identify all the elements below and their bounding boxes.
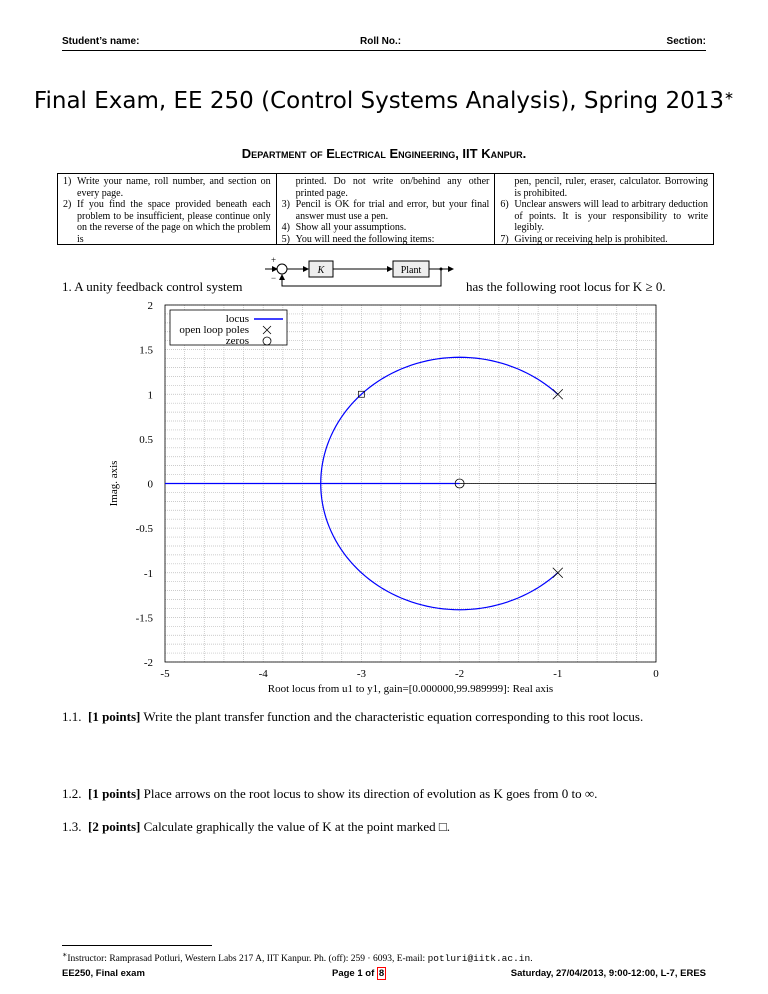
instruction-number: 2): [63, 199, 72, 210]
instruction-item: [282, 222, 490, 234]
question-1-3: [62, 819, 450, 835]
instruction-text: Pencil is OK for trial and error, but your final answer must use a pen.: [295, 199, 490, 222]
instruction-number: [282, 176, 296, 199]
footer-page: [332, 968, 386, 979]
x-tick-label: 0: [653, 668, 659, 680]
legend-label: locus: [225, 313, 249, 325]
q-text: Place arrows on the root locus to show its direction of evolution as K goes from 0 to ∞.: [143, 786, 598, 801]
instructions-box: [57, 173, 714, 245]
x-tick-label: -3: [356, 668, 366, 680]
instruction-number: [500, 176, 514, 199]
footnote-end: .: [530, 954, 533, 965]
legend-label: open loop poles: [179, 324, 249, 336]
footnote-rule: [62, 945, 212, 946]
instruction-number: 7): [500, 233, 509, 245]
minus-sign: −: [271, 273, 277, 283]
page-title: [0, 88, 768, 114]
y-tick-label: 0.5: [139, 433, 153, 446]
instruction-text: Giving or receiving help is prohibited.: [514, 233, 668, 245]
footer-right: Saturday, 27/04/2013, 9:00-12:00, L-7, ERES: [510, 968, 706, 979]
q-num: 1.3.: [62, 819, 82, 834]
question-1-suffix: has the following root locus for K ≥ 0.: [466, 279, 666, 294]
page-total-link[interactable]: 8: [378, 968, 385, 979]
footnote: [62, 950, 533, 964]
q-text: Calculate graphically the value of K at the point marked □.: [143, 819, 451, 834]
y-tick-label: -2: [143, 657, 153, 669]
plant-label: Plant: [400, 265, 422, 276]
q-num: 1.2.: [62, 786, 82, 801]
summing-junction: [277, 264, 287, 274]
instruction-text: If you find the space provided beneath each problem to be insufficient, please continue only on the reverse of the page on which the problem is: [77, 199, 271, 245]
q-points: [1 points]: [88, 786, 141, 801]
y-tick-label: 1.5: [139, 344, 153, 357]
roll-no-label: Roll No.:: [360, 36, 402, 47]
instructions-col-2: [276, 174, 495, 244]
x-tick-label: -4: [258, 668, 268, 680]
title-footnote-mark: ∗: [724, 88, 735, 103]
instruction-text: You will need the following items:: [295, 233, 435, 245]
footnote-text: Instructor: Ramprasad Potluri, Western Labs 217 A, IIT Kanpur. Ph. (off): 259 · 6093, E-mail:: [67, 954, 428, 965]
root-locus-chart: [100, 295, 700, 700]
y-tick-label: 2: [147, 300, 153, 312]
y-tick-label: -0.5: [135, 523, 153, 536]
instruction-number: 4): [281, 222, 291, 233]
footer-left: EE250, Final exam: [62, 968, 145, 979]
x-axis-label: Root locus from u1 to y1, gain=[0.000000,99.989999]: Real axis: [267, 683, 554, 695]
q-points: [1 points]: [88, 709, 141, 724]
instructions-col-3: [494, 174, 713, 244]
q-points: [2 points]: [88, 819, 141, 834]
instruction-text: Write your name, roll number, and section on every page.: [77, 176, 271, 199]
legend-label: zeros: [225, 335, 249, 347]
x-tick-label: -2: [455, 668, 465, 680]
y-tick-label: -1.5: [135, 612, 153, 625]
y-tick-label: 0: [147, 478, 153, 491]
footnote-mark: ∗: [62, 950, 68, 959]
instruction-text: pen, pencil, ruler, eraser, calculator. Borrowing is prohibited.: [514, 176, 709, 199]
gain-label: K: [317, 265, 325, 276]
instruction-number: 3): [281, 199, 291, 210]
q-text: Write the plant transfer function and the characteristic equation corresponding to this root locus.: [143, 709, 644, 724]
instruction-item: [63, 176, 271, 199]
plus-sign: +: [271, 255, 277, 265]
header-rule: [62, 50, 706, 51]
student-name-label: Student’s name:: [62, 36, 140, 47]
instruction-item: [500, 199, 708, 234]
y-tick-label: -1: [143, 567, 153, 580]
instruction-item: [282, 199, 490, 222]
y-axis-label: Imag. axis: [108, 460, 120, 507]
instruction-number: 6): [500, 199, 509, 210]
instruction-item: [500, 176, 708, 199]
page-prefix: Page 1 of: [332, 968, 377, 979]
question-1-prefix: 1. A unity feedback control system: [62, 279, 243, 294]
x-tick-label: -5: [160, 668, 170, 680]
instruction-text: Unclear answers will lead to arbitrary deduction of points. It is your responsibility to write legibly.: [514, 199, 709, 233]
instructions-col-1: [58, 174, 276, 244]
q-num: 1.1.: [62, 709, 82, 724]
block-diagram: [265, 255, 465, 297]
section-label: Section:: [666, 36, 706, 47]
question-1-2: [62, 786, 597, 802]
x-tick-label: -1: [553, 668, 563, 680]
title-text: Final Exam, EE 250 (Control Systems Analysis), Spring 2013: [33, 88, 725, 114]
department: Department of Electrical Engineering, IIT Kanpur.: [241, 146, 527, 161]
instruction-text: Show all your assumptions.: [295, 222, 407, 233]
instruction-item: [63, 199, 271, 245]
instruction-number: 5): [281, 233, 291, 245]
instruction-item: [282, 234, 490, 246]
instruction-number: 1): [63, 176, 72, 187]
instructor-email[interactable]: potluri@iitk.ac.in: [427, 953, 531, 965]
instruction-item: [282, 176, 490, 199]
y-tick-label: 1: [147, 389, 153, 402]
instruction-item: [500, 234, 708, 246]
instruction-text: printed. Do not write on/behind any other printed page.: [295, 176, 490, 199]
question-1-1: [62, 709, 643, 725]
